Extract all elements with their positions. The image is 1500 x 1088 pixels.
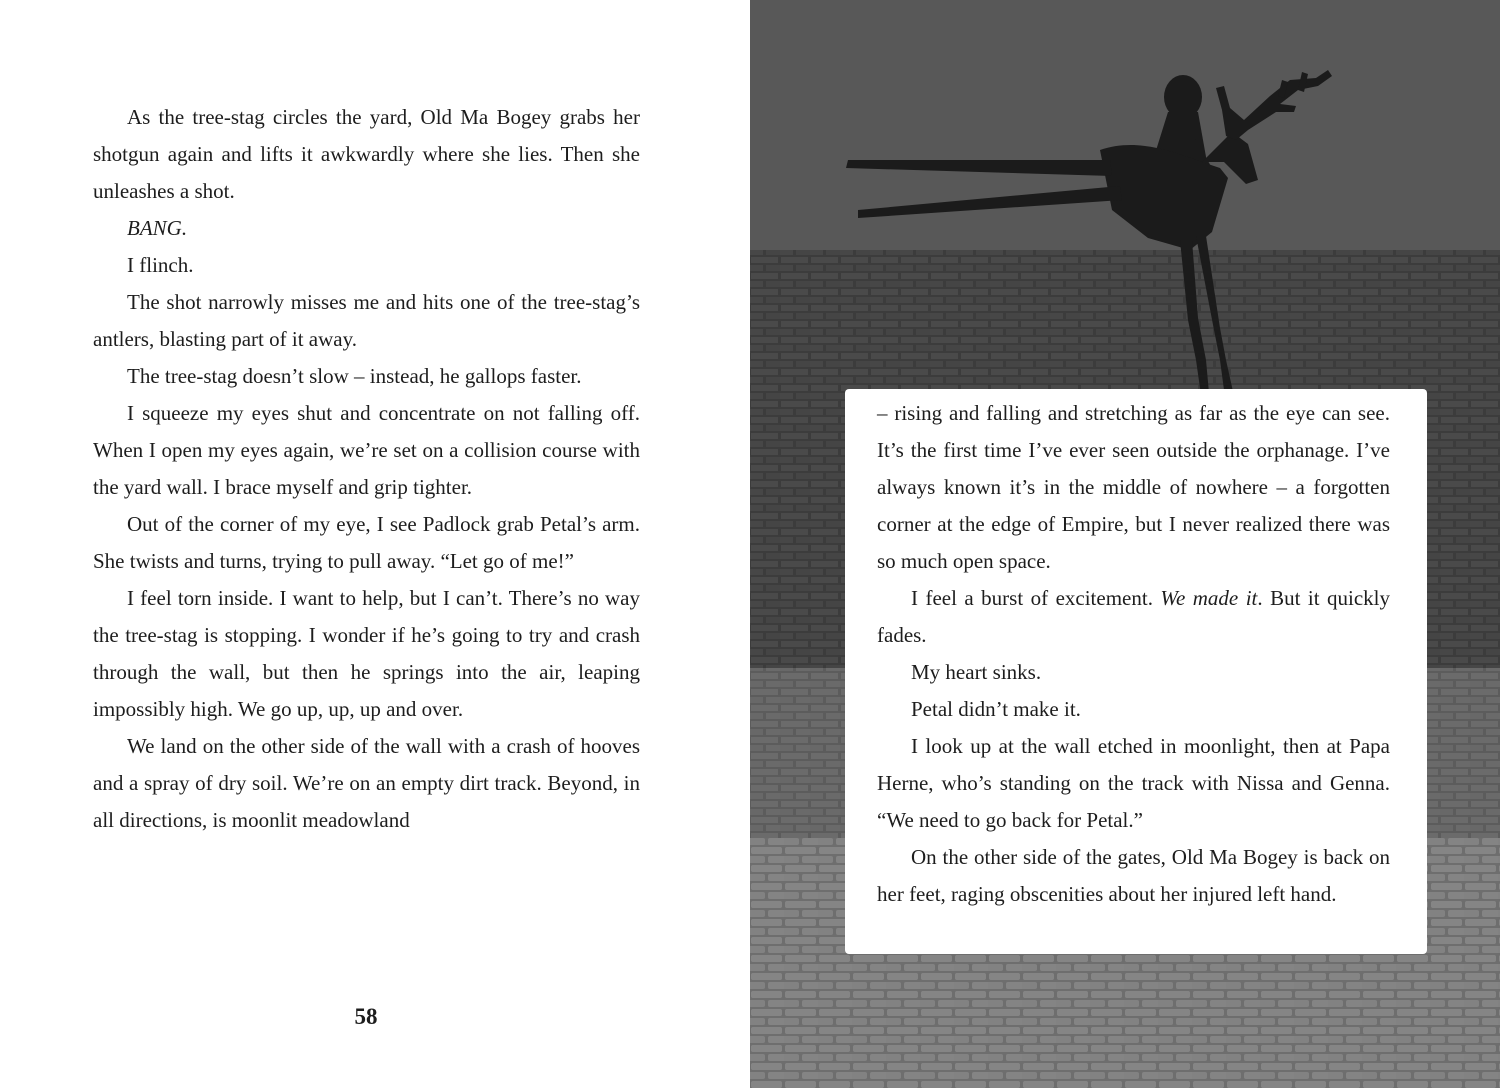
paragraph-bang: BANG.: [127, 216, 188, 240]
paragraph: Petal didn’t make it.: [911, 697, 1081, 721]
emphasis: We made it: [1160, 586, 1258, 610]
right-page-text: [877, 395, 1390, 913]
paragraph: – rising and falling and stretching as far as the eye can see. It’s the first time I’ve ever seen outside the orphanage. I’ve always known it’s in the middle of nowhere – a forgotten corner at the edge of Empire, but I never realized there was so much open space.: [877, 401, 1390, 573]
paragraph: I look up at the wall etched in moonlight, then at Papa Herne, who’s standing on the track with Nissa and Genna. “We need to go back for Petal.”: [877, 734, 1390, 832]
paragraph: I feel torn inside. I want to help, but I can’t. There’s no way the tree-stag is stopping. I wonder if he’s going to try and crash through the wall, but then he springs into the air, leaping impossibly high. We go up, up, up and over.: [93, 586, 640, 721]
paragraph: I flinch.: [127, 253, 194, 277]
paragraph-part: . But it quickly fades.: [877, 586, 1391, 647]
paragraph: We land on the other side of the wall with a crash of hooves and a spray of dry soil. We’re on an empty dirt track. Beyond, in all directions, is moonlit meadowland: [93, 734, 640, 832]
paragraph: My heart sinks.: [911, 660, 1042, 684]
paragraph: As the tree-stag circles the yard, Old Ma Bogey grabs her shotgun again and lifts it awkwardly where she lies. Then she unleashes a shot.: [93, 105, 640, 203]
paragraph: On the other side of the gates, Old Ma Bogey is back on her feet, raging obscenities about her injured left hand.: [877, 845, 1390, 906]
paragraph: [877, 580, 1390, 654]
paragraph: The tree-stag doesn’t slow – instead, he gallops faster.: [127, 364, 582, 388]
paragraph: I squeeze my eyes shut and concentrate on not falling off. When I open my eyes again, we’re set on a collision course with the yard wall. I brace myself and grip tighter.: [93, 401, 640, 499]
left-page-text: [93, 99, 640, 839]
paragraph-part: I feel a burst of excitement.: [911, 586, 1161, 610]
right-page: [750, 0, 1500, 1088]
page-number: 58: [354, 1004, 378, 1029]
paragraph: Out of the corner of my eye, I see Padlock grab Petal’s arm. She twists and turns, trying to pull away. “Let go of me!”: [93, 512, 640, 573]
paragraph: The shot narrowly misses me and hits one of the tree-stag’s antlers, blasting part of it away.: [93, 290, 640, 351]
text-panel: [845, 389, 1427, 954]
